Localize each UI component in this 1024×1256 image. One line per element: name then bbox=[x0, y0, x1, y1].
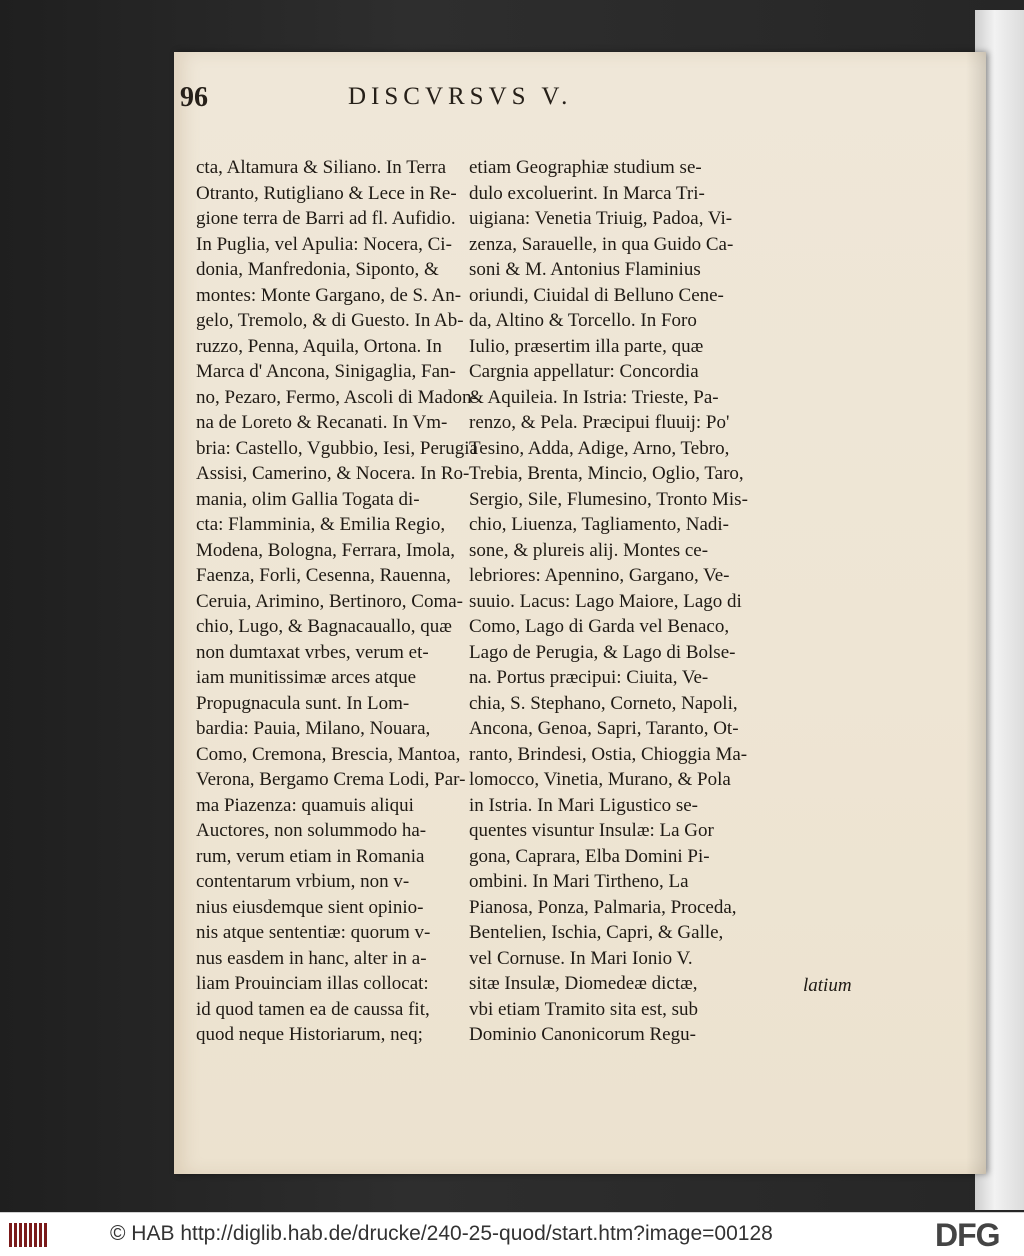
text-line: Ancona, Genoa, Sapri, Taranto, Ot- bbox=[469, 718, 739, 739]
text-line: liam Prouinciam illas collocat: bbox=[196, 973, 429, 994]
text-line: bardia: Pauia, Milano, Nouara, bbox=[196, 718, 431, 739]
text-line: Como, Cremona, Brescia, Mantoa, bbox=[196, 743, 461, 765]
text-line: etiam Geographiæ studium se- bbox=[469, 157, 702, 178]
text-line: & Aquileia. In Istria: Trieste, Pa- bbox=[469, 386, 719, 408]
text-line: iam munitissimæ arces atque bbox=[196, 667, 417, 688]
text-line: Dominio Canonicorum Regu- bbox=[469, 1024, 696, 1045]
text-line: renzo, & Pela. Præcipui fluuij: Po' bbox=[469, 412, 730, 433]
text-line: Assisi, Camerino, & Nocera. In Ro- bbox=[196, 463, 470, 484]
text-line: ombini. In Mari Tirtheno, La bbox=[469, 871, 689, 892]
text-line: bria: Castello, Vgubbio, Iesi, Perugia bbox=[196, 437, 478, 459]
text-line: Auctores, non solummodo ha- bbox=[196, 820, 427, 841]
hab-logo-icon bbox=[8, 1221, 50, 1249]
text-line: Propugnacula sunt. In Lom- bbox=[196, 692, 410, 714]
text-line: contentarum vrbium, non v- bbox=[196, 871, 410, 892]
right-text-column bbox=[469, 155, 759, 1045]
text-line: na de Loreto & Recanati. In Vm- bbox=[196, 412, 448, 433]
text-line: Marca d' Ancona, Sinigaglia, Fan- bbox=[196, 361, 456, 382]
text-line: no, Pezaro, Fermo, Ascoli di Madon- bbox=[196, 386, 478, 408]
text-line: Ceruia, Arimino, Bertinoro, Coma- bbox=[196, 590, 464, 612]
text-line: gona, Caprara, Elba Domini Pi- bbox=[469, 845, 710, 867]
text-line: Pianosa, Ponza, Palmaria, Proceda, bbox=[469, 896, 737, 918]
text-line: nius eiusdemque sient opinio- bbox=[196, 896, 424, 918]
text-line: oriundi, Ciuidal di Belluno Cene- bbox=[469, 284, 724, 306]
text-line: montes: Monte Gargano, de S. An- bbox=[196, 284, 462, 306]
footer-bar bbox=[0, 1212, 1024, 1256]
text-line: Cargnia appellatur: Concordia bbox=[469, 361, 699, 382]
text-line: chia, S. Stephano, Corneto, Napoli, bbox=[469, 692, 738, 714]
text-line: mania, olim Gallia Togata di- bbox=[196, 488, 420, 510]
text-line: cta, Altamura & Siliano. In Terra bbox=[196, 157, 446, 178]
text-line: quod neque Historiarum, neq; bbox=[196, 1024, 423, 1045]
text-line: Iulio, præsertim illa parte, quæ bbox=[469, 335, 704, 357]
text-line: Lago de Perugia, & Lago di Bolse- bbox=[469, 641, 736, 663]
text-line: cta: Flamminia, & Emilia Regio, bbox=[196, 514, 446, 535]
text-line: sitæ Insulæ, Diomedeæ dictæ, bbox=[469, 973, 698, 994]
text-line: Tesino, Adda, Adige, Arno, Tebro, bbox=[469, 437, 730, 459]
text-line: vbi etiam Tramito sita est, sub bbox=[469, 998, 699, 1020]
dfg-logo: DFG bbox=[935, 1217, 1000, 1253]
text-line: chio, Lugo, & Bagnacauallo, quæ bbox=[196, 616, 452, 637]
text-line: ma Piazenza: quamuis aliqui bbox=[196, 794, 414, 816]
text-line: Modena, Bologna, Ferrara, Imola, bbox=[196, 539, 456, 561]
page-number: 96 bbox=[180, 82, 208, 113]
text-line: nus easdem in hanc, alter in a- bbox=[196, 947, 427, 969]
text-line: ranto, Brindesi, Ostia, Chioggia Ma- bbox=[469, 743, 748, 765]
text-line: lebriores: Apennino, Gargano, Ve- bbox=[469, 565, 730, 586]
text-line: Verona, Bergamo Crema Lodi, Par- bbox=[196, 769, 466, 790]
text-line: Sergio, Sile, Flumesino, Tronto Mis- bbox=[469, 488, 748, 510]
text-line: Bentelien, Ischia, Capri, & Galle, bbox=[469, 922, 724, 943]
text-line: donia, Manfredonia, Siponto, & bbox=[196, 259, 439, 280]
text-line: vel Cornuse. In Mari Ionio V. bbox=[469, 947, 693, 969]
text-line: Faenza, Forli, Cesenna, Rauenna, bbox=[196, 565, 451, 586]
catchword: latium bbox=[803, 975, 852, 996]
text-line: suuio. Lacus: Lago Maiore, Lago di bbox=[469, 590, 742, 612]
text-line: gelo, Tremolo, & di Guesto. In Ab- bbox=[196, 310, 464, 331]
running-head bbox=[180, 82, 740, 122]
text-line: na. Portus præcipui: Ciuita, Ve- bbox=[469, 667, 709, 688]
text-line: da, Altino & Torcello. In Foro bbox=[469, 310, 697, 331]
text-line: Trebia, Brenta, Mincio, Oglio, Taro, bbox=[469, 463, 744, 484]
text-line: gione terra de Barri ad fl. Aufidio. bbox=[196, 208, 456, 229]
text-line: nis atque sententiæ: quorum v- bbox=[196, 922, 431, 943]
text-line: uigiana: Venetia Triuig, Padoa, Vi- bbox=[469, 208, 733, 229]
text-line: sone, & plureis alij. Montes ce- bbox=[469, 539, 709, 561]
text-line: lomocco, Vinetia, Murano, & Pola bbox=[469, 769, 731, 790]
text-line: quentes visuntur Insulæ: La Gor bbox=[469, 820, 714, 841]
text-line: non dumtaxat vrbes, verum et- bbox=[196, 641, 429, 663]
text-line: id quod tamen ea de caussa fit, bbox=[196, 998, 430, 1020]
text-line: rum, verum etiam in Romania bbox=[196, 845, 425, 867]
left-text-column bbox=[196, 155, 486, 1045]
footer-copyright-link[interactable]: © HAB http://diglib.hab.de/drucke/240-25-quod/start.htm?image=00128 bbox=[110, 1222, 773, 1245]
text-line: in Istria. In Mari Ligustico se- bbox=[469, 794, 699, 816]
text-line: zenza, Sarauelle, in qua Guido Ca- bbox=[469, 233, 734, 255]
text-line: In Puglia, vel Apulia: Nocera, Ci- bbox=[196, 233, 452, 255]
text-line: Otranto, Rutigliano & Lece in Re- bbox=[196, 182, 457, 204]
text-line: Como, Lago di Garda vel Benaco, bbox=[469, 616, 730, 637]
text-line: dulo excoluerint. In Marca Tri- bbox=[469, 182, 705, 204]
text-line: chio, Liuenza, Tagliamento, Nadi- bbox=[469, 514, 730, 535]
running-title: DISCVRSVS V. bbox=[348, 83, 573, 110]
text-line: ruzzo, Penna, Aquila, Ortona. In bbox=[196, 335, 442, 357]
text-line: soni & M. Antonius Flaminius bbox=[469, 259, 701, 280]
